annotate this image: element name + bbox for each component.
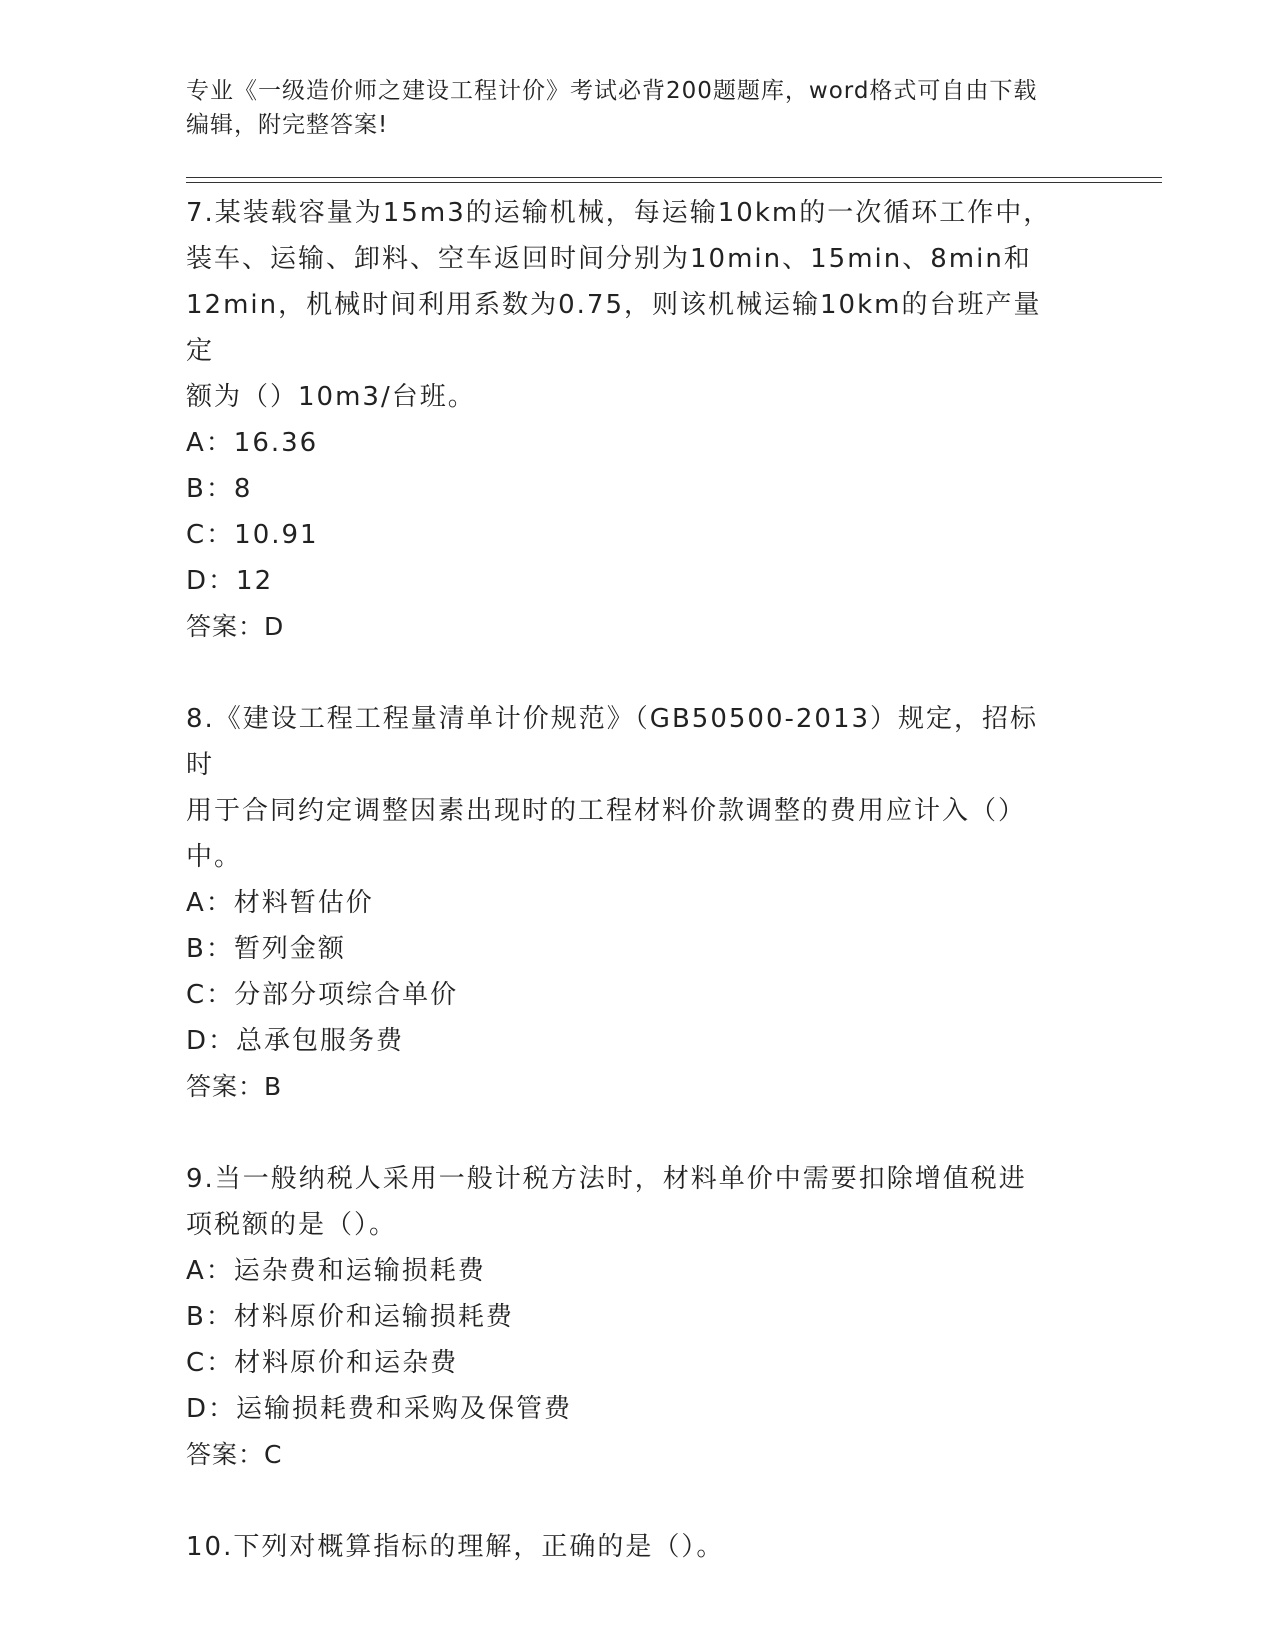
option-d: D：12 [186,566,274,596]
question-item [186,1156,1066,1478]
question-stem [186,190,1066,420]
answer-label: 答案：C [186,1440,283,1469]
question-list [186,190,1066,1616]
option-b: B：8 [186,474,253,504]
option-a: A：16.36 [186,428,319,458]
option-b: B：暂列金额 [186,934,346,964]
header-divider-top [186,177,1162,178]
option-c: C：10.91 [186,520,319,550]
option-c: C：分部分项综合单价 [186,980,459,1010]
answer-label: 答案：B [186,1072,283,1101]
question-stem [186,1524,1066,1570]
option-a: A：运杂费和运输损耗费 [186,1256,486,1286]
question-line: 用于合同约定调整因素出现时的工程材料价款调整的费用应计入（） [186,796,1027,826]
option-d: D：总承包服务费 [186,1026,405,1056]
question-item [186,1524,1066,1570]
question-stem [186,1156,1066,1248]
document-header [186,74,1066,142]
question-stem [186,696,1066,880]
question-line: 12min，机械时间利用系数为0.75，则该机械运输10km的台班产量定 [186,290,1042,366]
question-line: 中。 [186,842,243,872]
option-d: D：运输损耗费和采购及保管费 [186,1394,573,1424]
question-line: 10.下列对概算指标的理解，正确的是（）。 [186,1532,725,1562]
answer-label: 答案：D [186,612,285,641]
option-b: B：材料原价和运输损耗费 [186,1302,514,1332]
question-line: 8.《建设工程工程量清单计价规范》（GB50500-2013）规定，招标时 [186,704,1039,780]
question-line: 7.某装载容量为15m3的运输机械，每运输10km的一次循环工作中， [186,198,1052,228]
option-a: A：材料暂估价 [186,888,374,918]
question-line: 9.当一般纳税人采用一般计税方法时，材料单价中需要扣除增值税进 [186,1164,1027,1194]
question-item [186,190,1066,650]
question-item [186,696,1066,1110]
question-line: 额为（）10m3/台班。 [186,382,476,412]
question-line: 项税额的是（）。 [186,1210,398,1240]
question-line: 装车、运输、卸料、空车返回时间分别为10min、15min、8min和 [186,244,1032,274]
header-line-2: 编辑，附完整答案! [186,112,389,138]
header-divider-bottom [186,182,1162,183]
header-line-1: 专业《一级造价师之建设工程计价》考试必背200题题库，word格式可自由下载 [186,78,1038,104]
option-c: C：材料原价和运杂费 [186,1348,459,1378]
